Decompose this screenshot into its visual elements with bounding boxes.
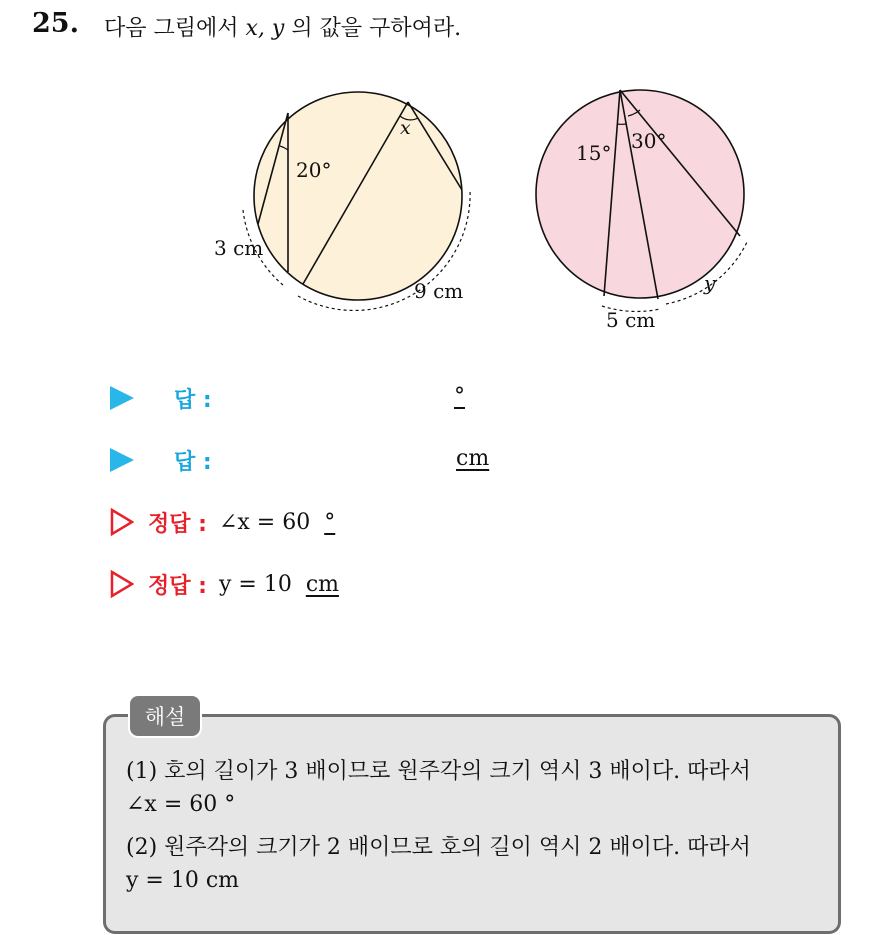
left-arc-short-label: 3 cm [214, 236, 264, 260]
right-arc-short-label: 5 cm [606, 308, 656, 332]
outline-triangle-icon [110, 508, 134, 536]
correct-unit-1: ° [324, 509, 336, 535]
right-angle-right-label: 30° [631, 129, 667, 153]
left-angle-label: 20° [296, 158, 332, 182]
answer-row-1 [110, 378, 212, 418]
right-circle-figure [536, 90, 748, 332]
correct-expr-1: ∠x = 60 [218, 509, 311, 535]
explanation-tag: 해설 [128, 694, 202, 738]
correct-row-2 [110, 564, 339, 604]
figure-diagrams [0, 0, 884, 360]
question-number: 25. [32, 8, 79, 39]
correct-answer-1 [219, 510, 335, 535]
play-triangle-icon [110, 386, 134, 410]
answer-unit-2: cm [456, 446, 490, 471]
left-arc-long-label: 9 cm [414, 279, 464, 303]
answer-label-2: 답 : [174, 449, 212, 475]
explanation-line-4: y = 10 cm [126, 868, 240, 893]
left-angle-var: x [400, 117, 411, 139]
explanation-line-1: (1) 호의 길이가 3 배이므로 원주각의 크기 역시 3 배이다. 따라서 [126, 759, 751, 784]
right-circle [536, 90, 744, 298]
explanation-line-2: ∠x = 60 ° [126, 792, 236, 817]
outline-triangle-icon [110, 570, 134, 598]
correct-answer-2 [219, 572, 339, 597]
question-var-y: y [271, 16, 285, 41]
explanation-line-3: (2) 원주각의 크기가 2 배이므로 호의 길이 역시 2 배이다. 따라서 [126, 835, 751, 860]
answer-row-2 [110, 440, 212, 480]
correct-expr-2: y = 10 [218, 571, 292, 597]
question-var-x: x, [245, 16, 265, 41]
correct-row-1 [110, 502, 335, 542]
question-text-before: 다음 그림에서 [104, 16, 239, 41]
answer-label-1: 답 : [174, 387, 212, 413]
play-triangle-icon [110, 448, 134, 472]
answer-unit-1: ° [454, 384, 465, 409]
correct-label-2: 정답 : [148, 573, 207, 599]
question-text-after: 의 값을 구하여라. [291, 16, 462, 41]
left-circle-figure [214, 92, 470, 310]
correct-unit-2: cm [305, 571, 339, 597]
right-angle-left-label: 15° [576, 141, 612, 165]
correct-label-1: 정답 : [148, 511, 207, 537]
explanation-box [103, 714, 841, 934]
right-arc-var: y [704, 271, 716, 295]
